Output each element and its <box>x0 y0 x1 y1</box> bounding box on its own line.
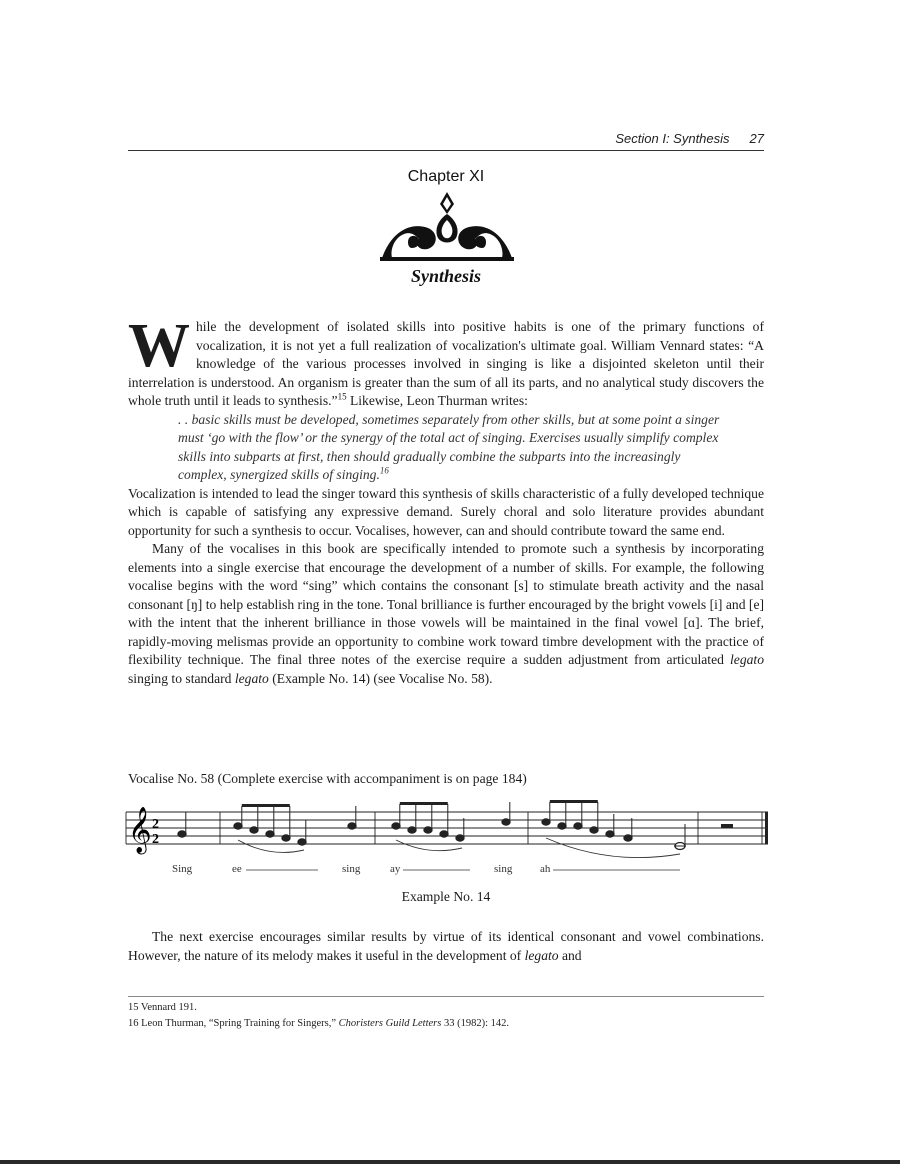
note <box>250 827 258 833</box>
section-title: Section I: Synthesis <box>615 131 730 146</box>
note <box>574 823 582 829</box>
treble-clef-icon: 𝄞 <box>128 807 152 853</box>
note <box>590 827 598 833</box>
paragraph-3: Many of the vocalises in this book are specifically intended to promote such a synthesis by incorporating elements into a single exercise that encourage the development of a number of skills. For example, the following vocalise begins with the word “sing” which contains the consonant [s] to stimulate breath activity and the nasal consonant [ŋ] to help establish ring in the tone. Tonal brilliance is further encouraged by the bright vowels [i] and [e] with the intent that the inherent brilliance in those vowels will be maintained in the final vowel [ɑ]. The brief, rapidly-moving melismas provide an opportunity to combine work toward timbre development with the practice of flexibility technique. The final three notes of the exercise require a sudden adjustment from articulated legato singing to standard legato (Example No. 14) (see Vocalise No. 58). <box>128 541 764 686</box>
paragraph-4: The next exercise encourages similar results by virtue of its identical consonant and vowel combinations. However, the nature of its melody makes it useful in the development of legato and <box>128 929 764 963</box>
lyric-word: sing <box>494 863 513 875</box>
example-label: Example No. 14 <box>401 889 491 904</box>
music-staff <box>120 800 770 882</box>
note <box>392 823 400 829</box>
footnote-ref-15: 15 <box>337 391 347 402</box>
note <box>282 835 290 841</box>
half-rest <box>721 824 733 828</box>
note <box>502 819 510 825</box>
note <box>424 827 432 833</box>
paragraph-1: While the development of isolated skills into positive habits is one of the primary functions of vocalization, it is not yet a full realization of vocalization's ultimate goal. William Vennard states: “A knowledge of the various processes involved in singing is like a disjointed skeleton until their interrelation is understood. An organism is greater than the sum of all its parts, and no analytical study discovers the whole truth until it leads to synthesis.”$^{15}$ Likewise, Leon Thurman writes: <box>128 312 764 408</box>
lyric-word: Sing <box>172 863 193 875</box>
lyric-word: ee <box>232 863 242 875</box>
time-signature-top: 2 <box>152 817 159 832</box>
paragraph-2: Vocalization is intended to lead the singer toward this synthesis of skills characteristic of a fully developed technique which is capable of satisfying any expressive demand. Surely choral and solo literature provides abundant opportunity for such a synthesis to occur. Vocalises, however, can and should contribute toward the same end. <box>128 485 764 538</box>
note <box>266 831 274 837</box>
note <box>408 827 416 833</box>
page-bottom-border <box>0 1160 900 1164</box>
note <box>542 819 550 825</box>
main-text <box>128 312 764 688</box>
note <box>178 831 186 837</box>
chapter-number: Chapter XI <box>407 168 485 185</box>
block-quote: . . basic skills must be developed, sometimes separately from other skills, but at some point a singer must ‘go with the flow’ or the synergy of the total act of singing. Exercises usually simplify complex skills into subparts at first, then should gradually combine the subparts into the increasingly complex, synergized skills of singing.$^{16}$ <box>178 411 720 482</box>
note <box>440 831 448 837</box>
drop-cap: W <box>128 312 190 380</box>
footnote-ref-16: 16 <box>379 465 389 476</box>
note <box>606 831 614 837</box>
note <box>298 839 306 845</box>
lyric-word: sing <box>342 863 361 875</box>
note <box>624 835 632 841</box>
footnote-rule <box>128 996 764 997</box>
music-caption: Vocalise No. 58 (Complete exercise with accompaniment is on page 184) <box>128 771 527 786</box>
footnote-15: 15 Vennard 191. <box>128 1002 197 1013</box>
header-rule <box>128 150 764 151</box>
page-number: 27 <box>749 131 764 146</box>
chapter-ornament-icon <box>378 190 516 264</box>
lyric-word: ah <box>540 863 551 875</box>
note <box>234 823 242 829</box>
time-signature-bottom: 2 <box>152 832 159 847</box>
footnote-16: 16 Leon Thurman, “Spring Training for Singers,” Choristers Guild Letters 33 (1982): 142. <box>128 1018 510 1029</box>
chapter-title: Synthesis <box>410 266 482 286</box>
note <box>348 823 356 829</box>
note <box>456 835 464 841</box>
footnotes <box>128 1000 509 1032</box>
lyric-word: ay <box>390 863 401 875</box>
running-head <box>128 131 764 146</box>
note <box>558 823 566 829</box>
